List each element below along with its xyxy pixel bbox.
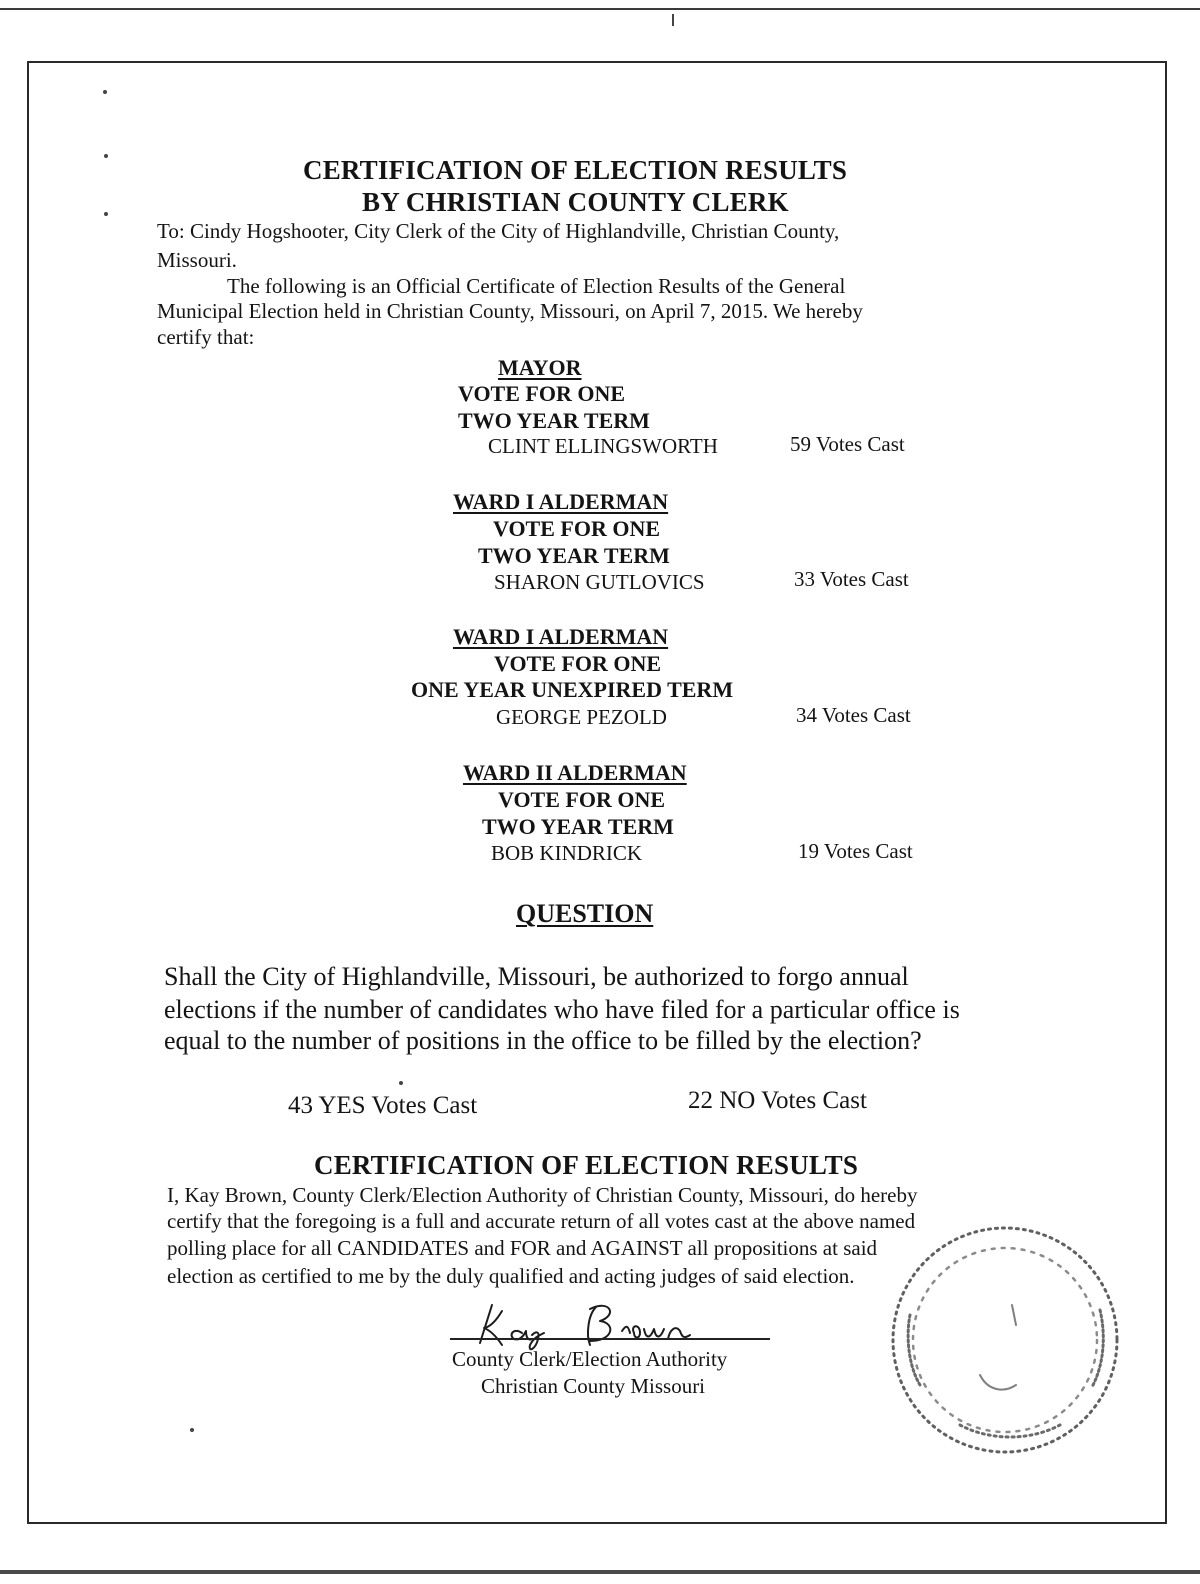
certification-line-4: election as certified to me by the duly qualified and acting judges of said election. (167, 1264, 855, 1288)
race-instruction: VOTE FOR ONE (458, 381, 626, 406)
scan-dot (103, 90, 107, 94)
intro-para-line-1: The following is an Official Certificate of Election Results of the General (227, 274, 846, 298)
race-votes: 19 Votes Cast (798, 839, 913, 863)
no-votes: 22 NO Votes Cast (688, 1087, 867, 1114)
doc-title-line2: BY CHRISTIAN COUNTY CLERK (362, 187, 789, 217)
signer-title-line-1: County Clerk/Election Authority (452, 1347, 728, 1371)
scan-dot (104, 212, 108, 216)
bottom-rule (0, 1570, 1200, 1574)
question-heading: QUESTION (516, 899, 654, 928)
race-office: WARD I ALDERMAN (453, 624, 669, 649)
race-votes: 33 Votes Cast (794, 567, 909, 591)
certification-line-1: I, Kay Brown, County Clerk/Election Authority of Christian County, Missouri, do hereby (167, 1183, 918, 1207)
race-office: WARD I ALDERMAN (453, 489, 669, 514)
race-term: ONE YEAR UNEXPIRED TERM (411, 677, 734, 702)
race-instruction: VOTE FOR ONE (493, 516, 661, 541)
to-line-1: To: Cindy Hogshooter, City Clerk of the City of Highlandville, Christian County, (157, 219, 840, 243)
intro-para-line-3: certify that: (157, 325, 255, 349)
signer-title-line-2: Christian County Missouri (481, 1374, 706, 1398)
top-rule (0, 8, 1200, 10)
race-candidate: SHARON GUTLOVICS (494, 570, 705, 594)
race-candidate: CLINT ELLINGSWORTH (488, 434, 718, 458)
race-instruction: VOTE FOR ONE (494, 651, 662, 676)
certification-line-2: certify that the foregoing is a full and accurate return of all votes cast at the above named (167, 1209, 916, 1233)
certification-line-3: polling place for all CANDIDATES and FOR and AGAINST all propositions at said (167, 1236, 878, 1260)
county-seal-emboss (870, 1215, 1140, 1465)
question-line-2: elections if the number of candidates who have filed for a particular office is (164, 995, 960, 1024)
race-term: TWO YEAR TERM (458, 408, 650, 433)
question-line-1: Shall the City of Highlandville, Missouri, be authorized to forgo annual (164, 962, 909, 991)
scan-dot (399, 1081, 403, 1085)
doc-title-line1: CERTIFICATION OF ELECTION RESULTS (303, 155, 848, 185)
race-instruction: VOTE FOR ONE (498, 787, 666, 812)
race-office: WARD II ALDERMAN (463, 760, 687, 785)
scan-dot (104, 154, 108, 158)
race-candidate: GEORGE PEZOLD (496, 705, 667, 729)
intro-para-line-2: Municipal Election held in Christian County, Missouri, on April 7, 2015. We hereby (157, 299, 863, 323)
certification-heading: CERTIFICATION OF ELECTION RESULTS (314, 1150, 859, 1180)
question-line-3: equal to the number of positions in the office to be filled by the election? (164, 1026, 922, 1055)
yes-votes: 43 YES Votes Cast (288, 1092, 478, 1119)
race-votes: 59 Votes Cast (790, 432, 905, 456)
signature-line (450, 1338, 770, 1340)
race-term: TWO YEAR TERM (478, 543, 670, 568)
scan-dot (190, 1428, 194, 1432)
race-office: MAYOR (498, 355, 582, 380)
to-line-2: Missouri. (157, 248, 237, 272)
race-votes: 34 Votes Cast (796, 703, 911, 727)
race-term: TWO YEAR TERM (482, 814, 674, 839)
race-candidate: BOB KINDRICK (491, 841, 643, 865)
scan-mark (672, 14, 674, 26)
